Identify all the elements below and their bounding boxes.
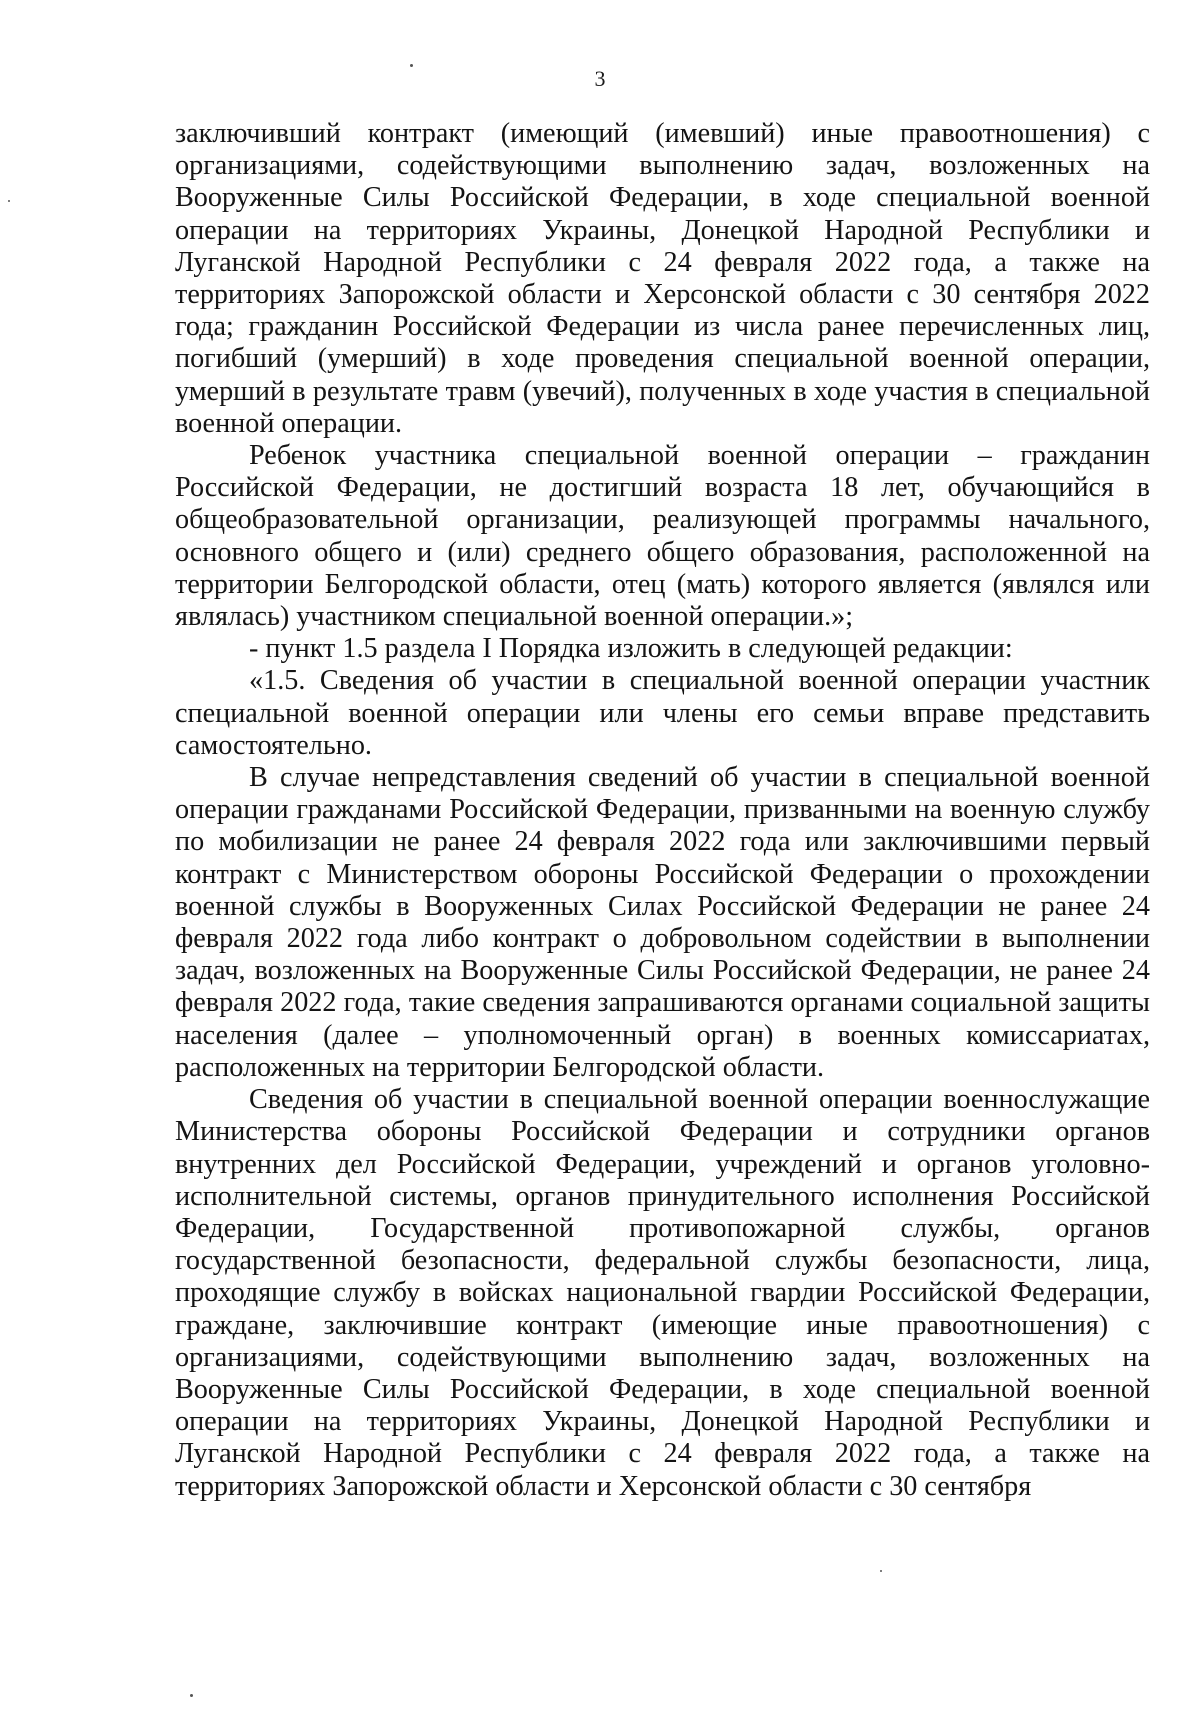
paragraph-amendment-instruction: - пункт 1.5 раздела I Порядка изложить в следующей редакции:: [249, 633, 1013, 665]
paragraph-clause-1-5: «1.5. Сведения об участии в специальной военной операции участник специальной военной операции или члены его семьи вправе представить самостоятельно.: [175, 665, 1150, 761]
page-number: 3: [594, 66, 606, 91]
paragraph-continuation: заключивший контракт (имеющий (имевший) иные правоотношения) с организациями, содействующими выполнению задач, возложенных на Вооруженные Силы Российской Федерации, в ходе специальной военной операции на территориях Украины, Донецкой Народной Республики и Луганской Народной Республики с 24 февраля 2022 года, а также на территориях Запорожской области и Херсонской области с 30 сентября 2022 года; гражданин Российской Федерации из числа ранее перечисленных лиц, погибший (умерший) в ходе проведения специальной военной операции, умерший в результате травм (увечий), полученных в ходе участия в специальной военной операции.: [175, 118, 1150, 439]
paragraph-non-submission: В случае непредставления сведений об участии в специальной военной операции гражданами Российской Федерации, призванными на военную службу по мобилизации не ранее 24 февраля 2022 года или заключившими первый контракт с Министерством обороны Российской Федерации о прохождении военной службы в Вооруженных Силах Российской Федерации не ранее 24 февраля 2022 года либо контракт о добровольном содействии в выполнении задач, возложенных на Вооруженные Силы Российской Федерации, не ранее 24 февраля 2022 года, такие сведения запрашиваются органами социальной защиты населения (далее – уполномоченный орган) в военных комиссариатах, расположенных на территории Белгородской области.: [175, 762, 1150, 1083]
paragraph-child-definition: Ребенок участника специальной военной операции – гражданин Российской Федерации, не достигший возраста 18 лет, обучающийся в общеобразовательной организации, реализующей программы начального, основного общего и (или) среднего общего образования, расположенной на территории Белгородской области, отец (мать) которого является (являлся или являлась) участником специальной военной операции.»;: [175, 440, 1150, 633]
scan-speck: [880, 1570, 882, 1572]
scan-speck: [8, 200, 10, 202]
paragraph-participation-info: Сведения об участии в специальной военной операции военнослужащие Министерства обороны Российской Федерации и сотрудники органов внутренних дел Российской Федерации, учреждений и органов уголовно-исполнительной системы, органов принудительного исполнения Российской Федерации, Государственной противопожарной службы, органов государственной безопасности, федеральной службы безопасности, лица, проходящие службу в войсках национальной гвардии Российской Федерации, граждане, заключившие контракт (имеющие иные правоотношения) с организациями, содействующими выполнению задач, возложенных на Вооруженные Силы Российской Федерации, в ходе специальной военной операции на территориях Украины, Донецкой Народной Республики и Луганской Народной Республики с 24 февраля 2022 года, а также на территориях Запорожской области и Херсонской области с 30 сентября: [175, 1084, 1150, 1502]
document-body: [175, 118, 1150, 1503]
scan-speck: [190, 1694, 193, 1697]
